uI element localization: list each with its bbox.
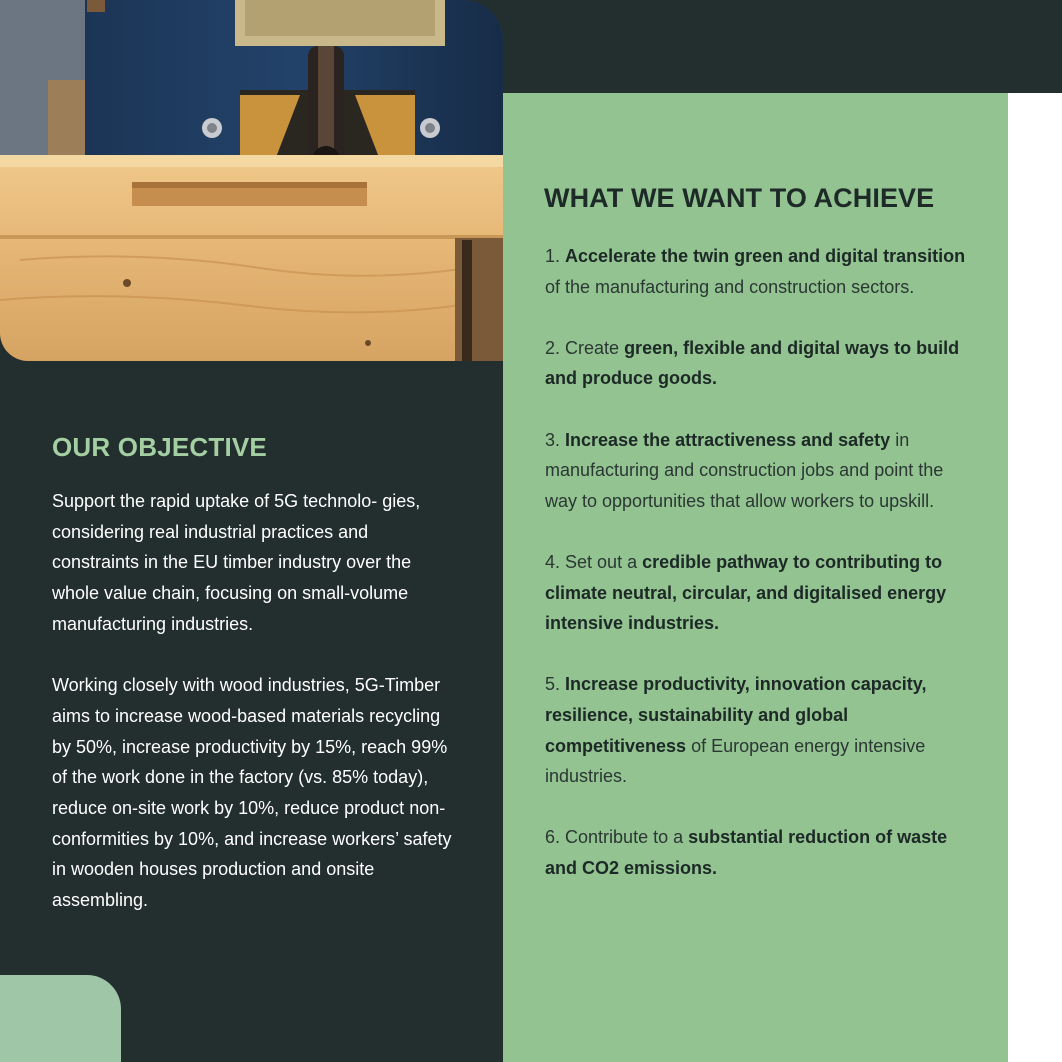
timber-machine-photo bbox=[0, 0, 503, 361]
achieve-title: WHAT WE WANT TO ACHIEVE bbox=[544, 183, 935, 213]
decorative-corner-block bbox=[0, 975, 121, 1062]
white-edge-strip bbox=[1008, 93, 1062, 1062]
objective-title: OUR OBJECTIVE bbox=[52, 432, 267, 462]
goal-item: 2. Create green, flexible and digital ways to build and produce goods. bbox=[545, 337, 960, 389]
goal-item: 5. Increase productivity, innovation capacity, resilience, sustainability and global competitiveness of European energy intensive industries. bbox=[545, 674, 927, 787]
objective-paragraph: Working closely with wood industries, 5G-Timber aims to increase wood-based materials recycling by 50%, increase productivity by 15%, reach 99% of the work done in the factory (vs. 85% today), reduce on-site work by 10%, reduce product non-conformities by 10%, and increase workers’ safety in wooden houses production and onsite assembling. bbox=[52, 675, 452, 911]
objective-paragraph: Support the rapid uptake of 5G technolo- gies, considering real industrial practices and constraints in the EU timber industry over the whole value chain, focusing on small-volume manufacturing industries. bbox=[52, 491, 421, 634]
goals-list bbox=[545, 241, 975, 914]
objective-text bbox=[52, 486, 452, 947]
goal-item: 3. Increase the attractiveness and safety in manufacturing and construction jobs and point the way to opportunities that allow workers to upskill. bbox=[545, 429, 944, 511]
photo-illustration bbox=[0, 0, 503, 361]
goal-item: 4. Set out a credible pathway to contributing to climate neutral, circular, and digitalised energy intensive industries. bbox=[545, 551, 947, 634]
goal-item: 1. Accelerate the twin green and digital transition of the manufacturing and construction sectors. bbox=[545, 246, 966, 297]
goal-item: 6. Contribute to a substantial reduction of waste and CO2 emissions. bbox=[545, 827, 948, 878]
